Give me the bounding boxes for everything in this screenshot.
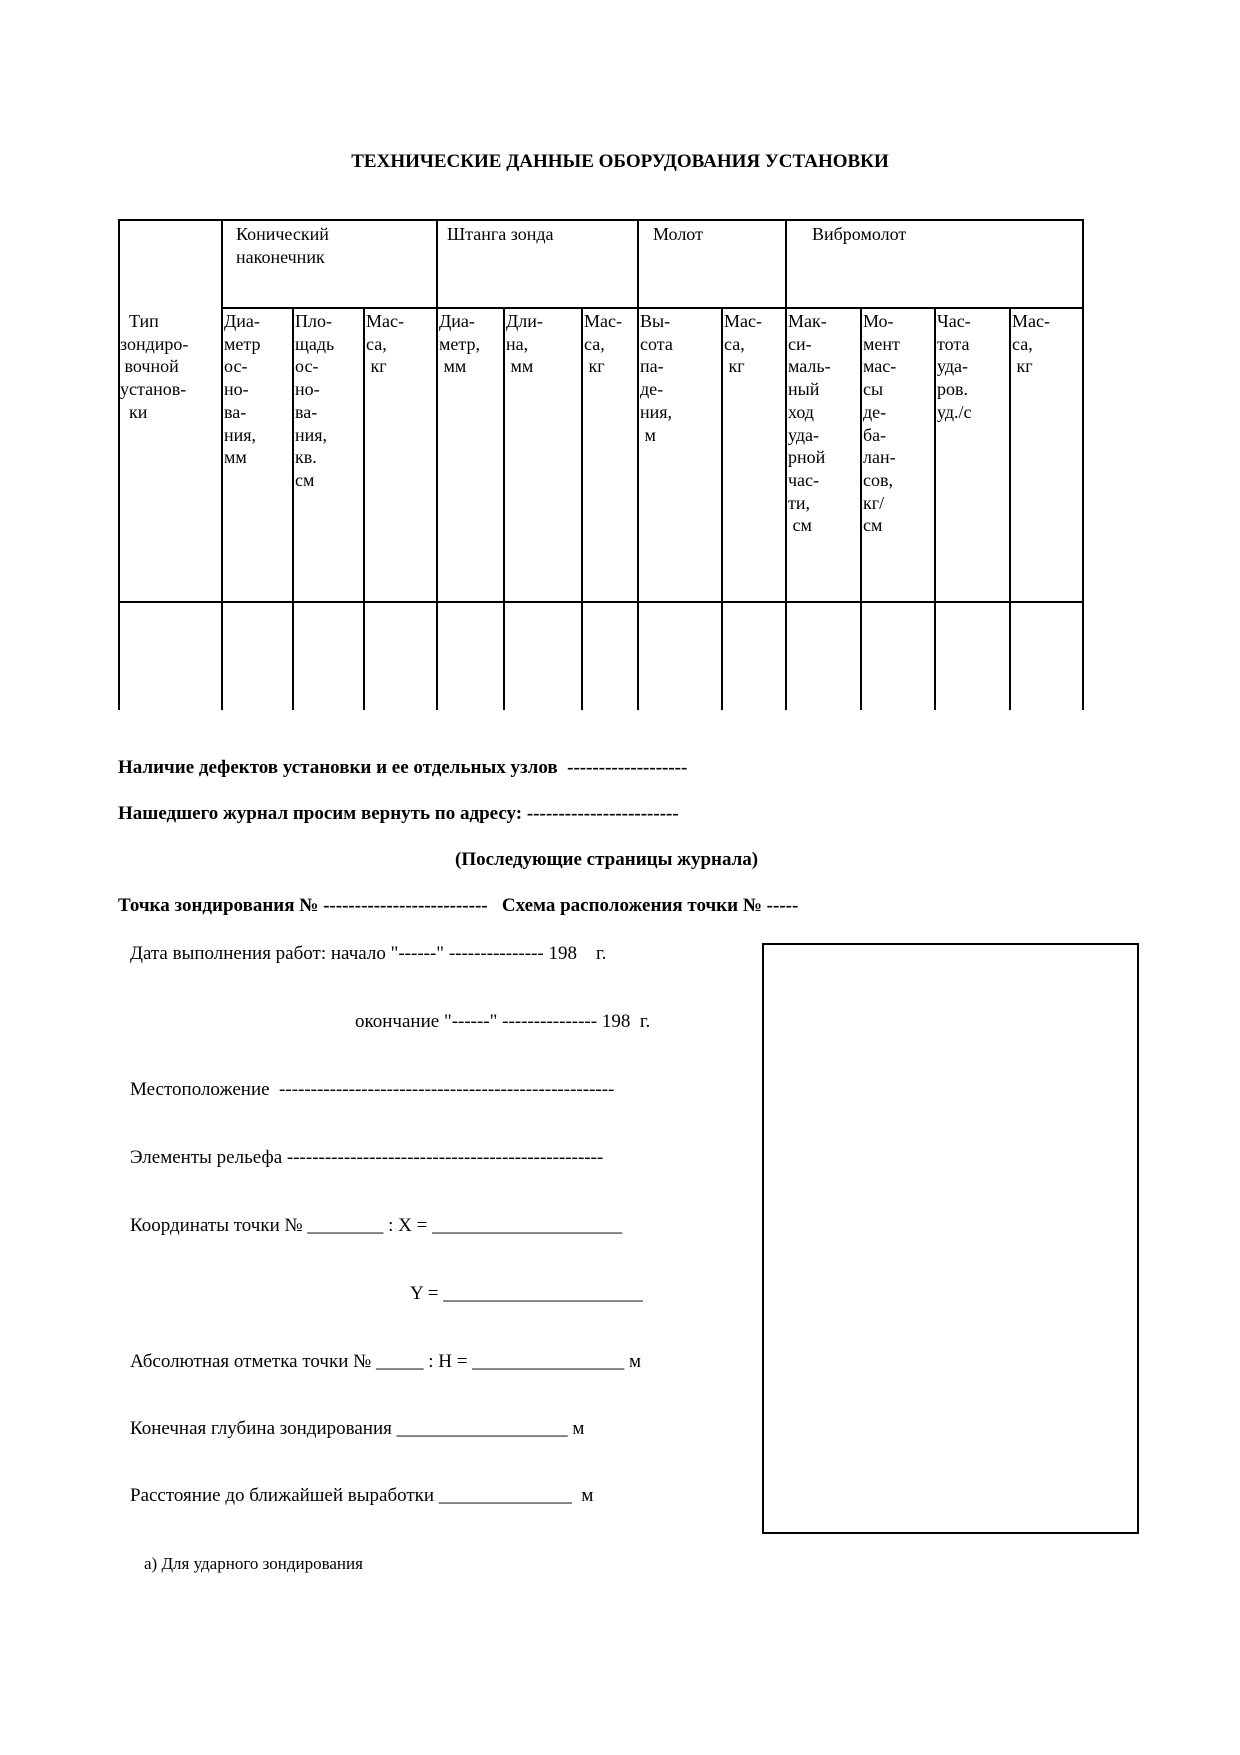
table-border-right [1082, 219, 1084, 710]
subsequent-pages-heading: (Последующие страницы журнала) [455, 849, 759, 870]
work-date-start: Дата выполнения работ: начало "------" --------------- 198 г. [130, 943, 607, 964]
table-border-left [118, 219, 120, 710]
group-header-hammer: Молот [653, 224, 703, 244]
table-col-line [503, 307, 505, 710]
column-header-cone-mass: Мас- са, кг [366, 311, 404, 377]
column-header-vibro-mass: Мас- са, кг [1012, 311, 1050, 377]
column-header-vibro-stroke: Мак- си- маль- ный ход уда- рной час- ти, см [788, 311, 831, 536]
table-col-line [860, 307, 862, 710]
elevation-field: Абсолютная отметка точки № _____ : H = ________________ м [130, 1351, 641, 1372]
table-border-top [118, 219, 1084, 221]
table-col-line [1009, 307, 1011, 710]
return-address-line: Нашедшего журнал просим вернуть по адресу: ------------------------ [118, 803, 679, 824]
column-header-cone-diameter: Диа- метр ос- но- ва- ния, мм [224, 311, 261, 468]
table-col-line [721, 307, 723, 710]
coordinates-y-field: Y = _____________________ [410, 1283, 643, 1304]
group-header-cone: Конический наконечник [236, 224, 329, 267]
table-col-line [637, 219, 639, 710]
work-date-end: окончание "------" --------------- 198 г. [355, 1011, 651, 1032]
column-header-vibro-frequency: Час- тота уда- ров. уд./с [937, 311, 972, 422]
defects-line: Наличие дефектов установки и ее отдельных узлов ------------------- [118, 757, 688, 778]
table-col-line [292, 307, 294, 710]
location-field: Местоположение ----------------------------------------------------- [130, 1079, 615, 1100]
column-header-vibro-moment: Мо- мент мас- сы де- ба- лан- сов, кг/ см [863, 311, 900, 536]
final-depth-field: Конечная глубина зондирования __________________ м [130, 1418, 585, 1439]
column-header-hammer-height: Вы- сота па- де- ния, м [640, 311, 673, 445]
table-header-bottom [118, 601, 1084, 603]
coordinates-x-field: Координаты точки № ________ : X = ____________________ [130, 1215, 623, 1236]
table-col-line [221, 219, 223, 710]
relief-field: Элементы рельефа -------------------------------------------------- [130, 1147, 604, 1168]
table-col-line [785, 219, 787, 710]
column-header-rod-diameter: Диа- метр, мм [439, 311, 480, 377]
column-header-hammer-mass: Мас- са, кг [724, 311, 762, 377]
table-col-line [436, 219, 438, 710]
sounding-point-line: Точка зондирования № -------------------------- Схема расположения точки № ----- [118, 895, 799, 916]
column-header-cone-area: Пло- щадь ос- но- ва- ния, кв. см [295, 311, 335, 490]
table-col-line [934, 307, 936, 710]
group-header-vibro: Вибромолот [812, 224, 907, 244]
table-col-line [363, 307, 365, 710]
page-title: ТЕХНИЧЕСКИЕ ДАННЫЕ ОБОРУДОВАНИЯ УСТАНОВКИ [351, 151, 889, 172]
table-col-line [581, 307, 583, 710]
footnote: а) Для ударного зондирования [144, 1554, 363, 1573]
column-header-type: Тип зондиро- вочной установ- ки [120, 311, 189, 422]
table-group-divider [221, 307, 1084, 309]
nearest-excavation-distance-field: Расстояние до ближайшей выработки ______________ м [130, 1485, 594, 1506]
column-header-rod-length: Дли- на, мм [506, 311, 543, 377]
group-header-rod: Штанга зонда [447, 224, 554, 244]
equipment-spec-table [118, 219, 1084, 710]
point-layout-scheme-box [762, 943, 1139, 1534]
column-header-rod-mass: Мас- са, кг [584, 311, 622, 377]
